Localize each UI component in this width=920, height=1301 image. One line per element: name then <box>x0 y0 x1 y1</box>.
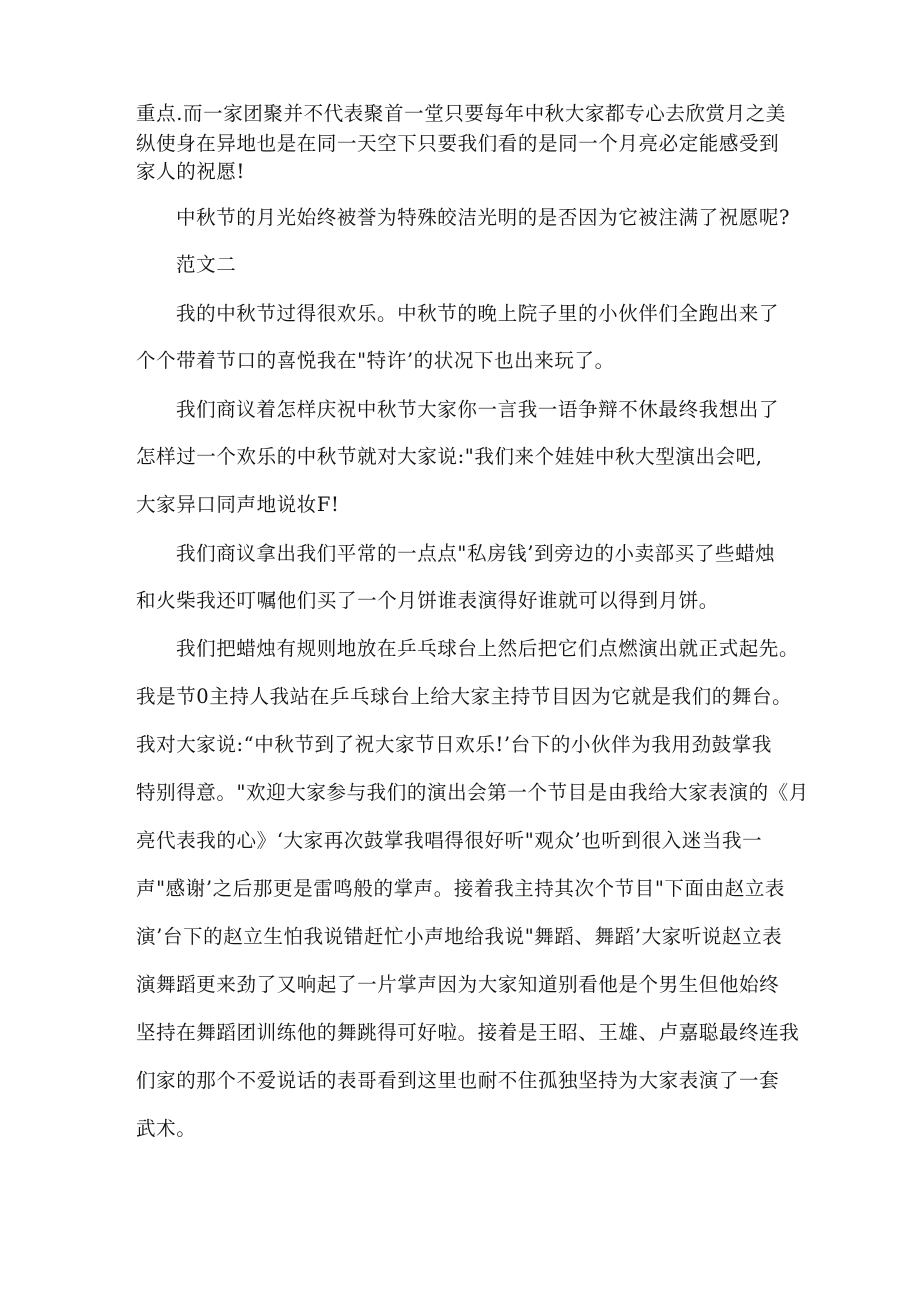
text-line-7: 个个带着节口的喜悦我在"特许’的状况下也出来玩了。 <box>136 349 615 372</box>
text-line-6: 我的中秋节过得很欢乐。中秋节的晚上院子里的小伙伴们全跑出来了 <box>176 302 780 325</box>
text-line-17: 亮代表我的心》‘大家再次鼓掌我唱得很好听"观众’也听到很入迷当我一 <box>136 829 763 852</box>
text-line-12: 和火柴我还叮嘱他们买了一个月饼谁表演得好谁就可以得到月饼。 <box>136 589 719 612</box>
text-line-22: 们家的那个不爱说话的表哥看到这里也耐不住孤独坚持为大家表演了一套 <box>136 1069 780 1092</box>
text-line-13: 我们把蜡烛有规则地放在乒乓球台上然后把它们点燃演出就正式起先。 <box>176 637 800 660</box>
text-line-11: 我们商议拿出我们平常的一点点"私房钱’到旁边的小卖部买了些蜡烛 <box>176 542 776 565</box>
text-line-2: 纵使身在异地也是在同一天空下只要我们看的是同一个月亮必定能感受到 <box>136 132 780 155</box>
text-line-1: 重点.而一家团聚并不代表聚首一堂只要每年中秋大家都专心去欣赏月之美 <box>136 102 786 125</box>
text-line-15: 我对大家说:“中秋节到了祝大家节日欢乐!’台下的小伙伴为我用劲鼓掌我 <box>136 733 772 756</box>
text-line-8: 我们商议着怎样庆祝中秋节大家你一言我一语争辩不休最终我想出了 <box>176 398 780 421</box>
text-line-9: 怎样过一个欢乐的中秋节就对大家说:"我们来个娃娃中秋大型演出会吧, <box>136 445 763 468</box>
text-line-19: 演’台下的赵立生怕我说错赶忙小声地给我说"舞蹈、舞蹈’大家听说赵立表 <box>136 925 783 948</box>
text-line-3: 家人的祝愿! <box>136 160 245 183</box>
text-line-18: 声"感谢’之后那更是雷鸣般的掌声。接着我主持其次个节目"下面由赵立表 <box>136 877 786 900</box>
text-line-20: 演舞蹈更来劲了又响起了一片掌声因为大家知道别看他是个男生但他始终 <box>136 973 780 996</box>
text-line-16: 特别得意。"欢迎大家参与我们的演出会第一个节目是由我给大家表演的《月 <box>136 781 809 804</box>
text-line-10: 大家异口同声地说妆F! <box>136 493 340 516</box>
text-line-23: 武术。 <box>136 1117 197 1140</box>
text-line-14: 我是节0主持人我站在乒乓球台上给大家主持节目因为它就是我们的舞台。 <box>136 685 793 708</box>
section-heading: 范文二 <box>176 253 237 276</box>
text-line-21: 坚持在舞蹈团训练他的舞跳得可好啦。接着是王昭、王雄、卢嘉聪最终连我 <box>136 1021 800 1044</box>
text-line-4: 中秋节的月光始终被誉为特殊皎洁光明的是否因为它被注满了祝愿呢? <box>176 206 791 229</box>
